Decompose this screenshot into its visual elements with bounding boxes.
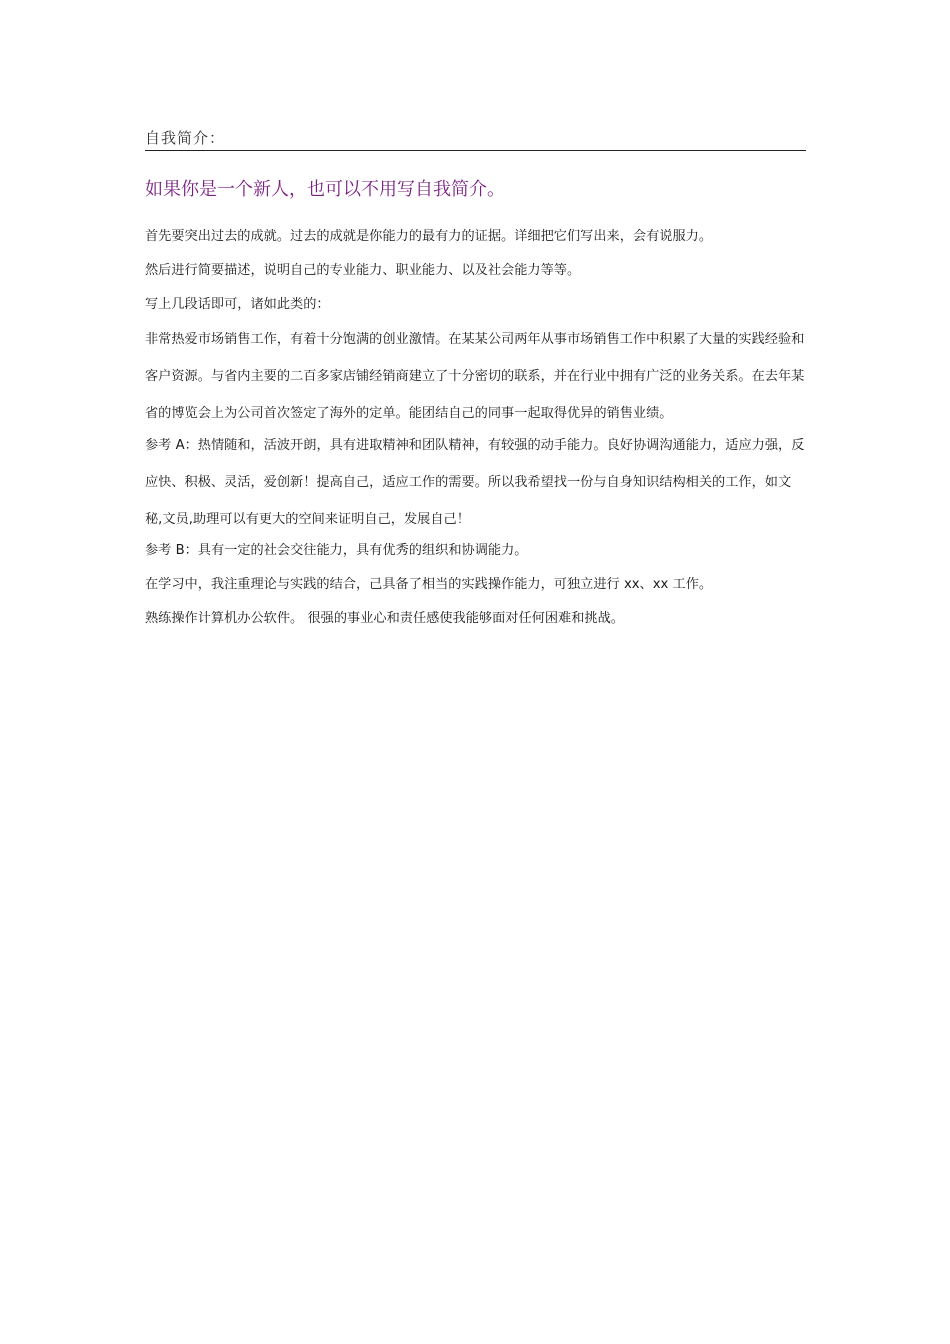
paragraph-reference-b: 参考 B：具有一定的社会交往能力，具有优秀的组织和协调能力。	[145, 543, 528, 558]
paragraph-study: 在学习中，我注重理论与实践的结合，己具备了相当的实践操作能力，可独立进行 xx、xx 工作。	[145, 577, 713, 592]
paragraph-achievements: 首先要突出过去的成就。过去的成就是你能力的最有力的证据。详细把它们写出来，会有说服力。	[145, 229, 713, 244]
paragraph-sales-example: 非常热爱市场销售工作，有着十分饱满的创业激情。在某某公司两年从事市场销售工作中积累了大量的实践经验和客户资源。与省内主要的二百多家店铺经销商建立了十分密切的联系，并在行业中拥有广泛的业务关系。在去年某省的博览会上为公司首次签定了海外的定单。能团结自己的同事一起取得优异的销售业绩。	[145, 332, 805, 421]
document-body	[145, 226, 806, 642]
paragraph-computer-skills: 熟练操作计算机办公软件。 很强的事业心和责任感使我能够面对任何困难和挑战。	[145, 611, 624, 626]
paragraph-description: 然后进行简要描述，说明自己的专业能力、职业能力、以及社会能力等等。	[145, 263, 581, 278]
paragraph-reference-a: 参考 A：热情随和，活波开朗，具有进取精神和团队精神，有较强的动手能力。良好协调沟通能力，适应力强，反应快、积极、灵活，爱创新！提高自己，适应工作的需要。所以我希望找一份与自身知识结构相关的工作，如文秘,文员,助理可以有更大的空间来证明自己，发展自己！	[145, 438, 805, 527]
header-divider	[145, 150, 806, 151]
section-header-label: 自我简介：	[145, 129, 226, 147]
headline: 如果你是一个新人，也可以不用写自我简介。	[145, 179, 505, 200]
paragraph-intro: 写上几段话即可，诸如此类的：	[145, 297, 330, 312]
